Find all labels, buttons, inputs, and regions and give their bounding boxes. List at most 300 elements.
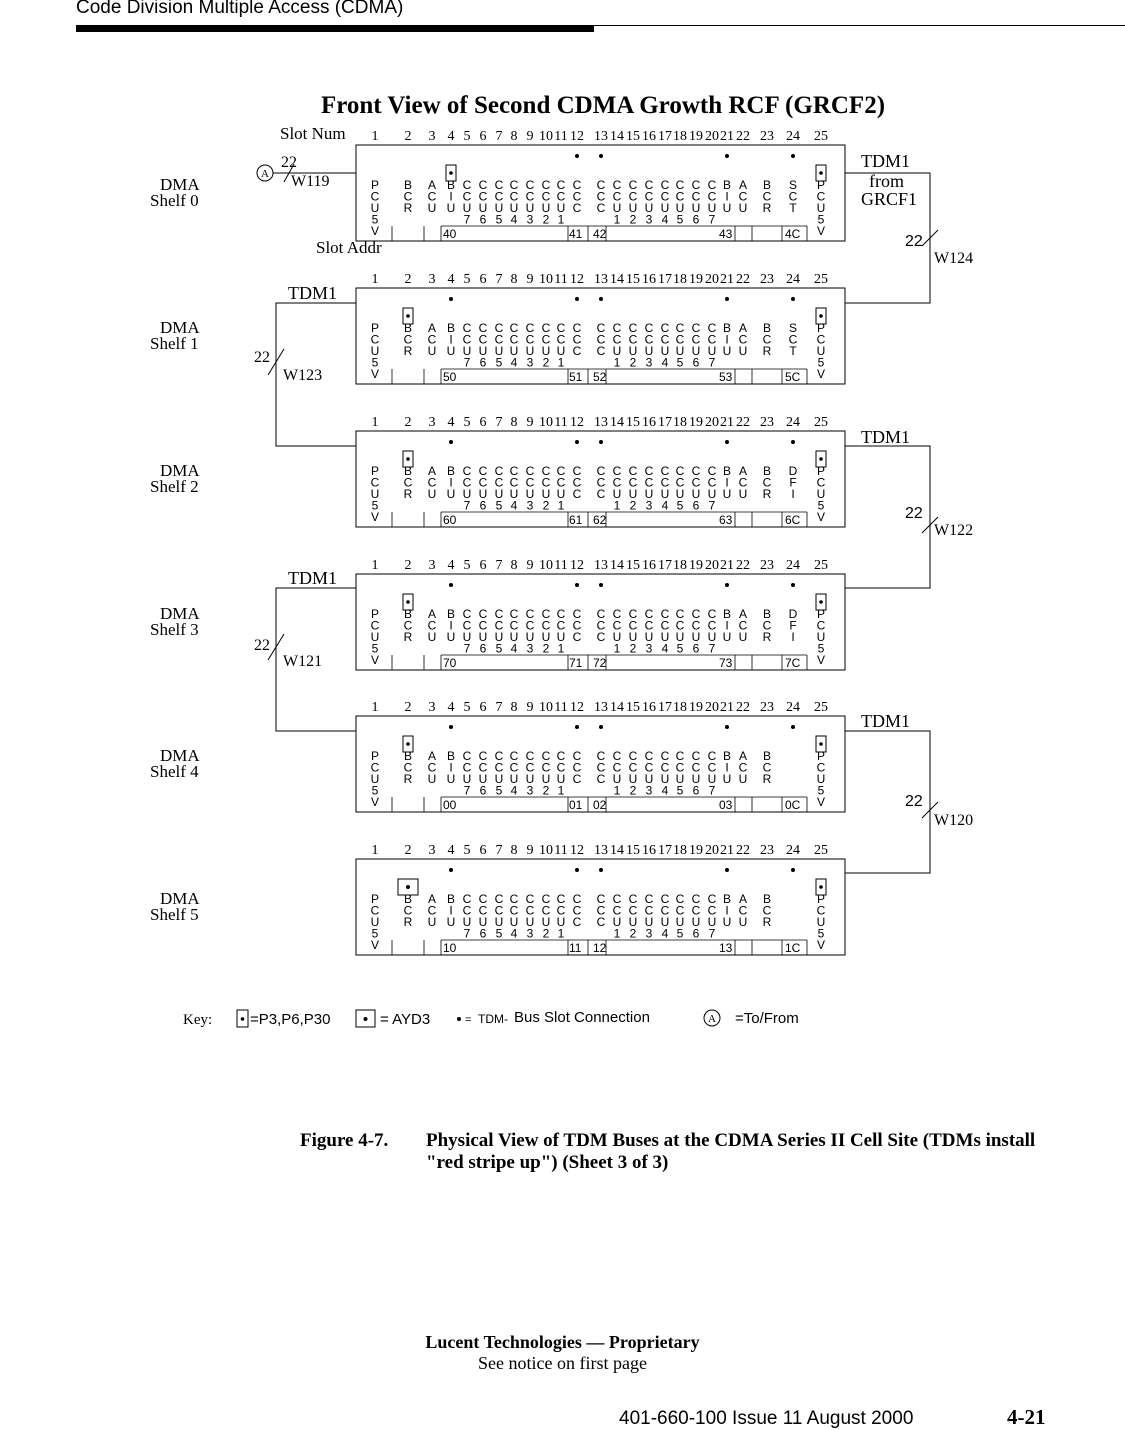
- slot-number: 20: [705, 272, 719, 287]
- slot-number: 4: [447, 415, 455, 430]
- tdm-bus-dot: [599, 583, 603, 587]
- slot-number: 21: [720, 272, 734, 287]
- tdm1-shelf3-label: TDM1: [288, 568, 337, 588]
- tdm-bus-dot: [449, 297, 453, 301]
- unit-label: C C C: [572, 607, 582, 644]
- slot-number: 9: [526, 415, 534, 430]
- slot-number: 9: [526, 129, 534, 144]
- slot-address: 1C: [785, 941, 801, 955]
- slot-number: 10: [539, 129, 553, 144]
- unit-label: C C U 7: [462, 607, 472, 656]
- unit-label: C C U 1: [612, 607, 622, 656]
- p3-connector-dot: [406, 457, 410, 461]
- slot-address: 03: [719, 798, 733, 812]
- key-title: Key:: [183, 1012, 213, 1028]
- unit-label: B I U: [446, 321, 456, 358]
- shelves-layer: [150, 129, 845, 955]
- diagram-title: Front View of Second CDMA Growth RCF (GRCF2): [320, 92, 886, 119]
- slot-number: 24: [786, 129, 800, 144]
- unit-label: C C U 7: [462, 749, 472, 798]
- slot-number: 18: [673, 415, 687, 430]
- footer-company: Lucent Technologies — Proprietary: [425, 1332, 700, 1352]
- tdm-bus-dot: [599, 154, 603, 158]
- tdm-bus-dot: [575, 868, 579, 872]
- slot-number: 10: [539, 415, 553, 430]
- shelf-label-line1: DMA: [160, 889, 200, 908]
- unit-label: C C U 5: [494, 607, 504, 656]
- tdm-bus-dot: [449, 868, 453, 872]
- slot-number: 3: [428, 700, 436, 715]
- dma-shelf-2: [150, 415, 845, 527]
- slot-number: 1: [371, 415, 379, 430]
- slot-number: 24: [786, 700, 800, 715]
- slot-number: 13: [594, 129, 608, 144]
- tdm1-from-grcf1-line2: from: [869, 171, 904, 191]
- w121-count: 22: [254, 637, 270, 654]
- tdm-bus-dot: [575, 583, 579, 587]
- slot-number: 6: [479, 129, 487, 144]
- dma-shelf-5: [150, 843, 845, 955]
- shelf-label-line1: DMA: [160, 175, 200, 194]
- unit-label: A C U: [738, 464, 748, 501]
- unit-label: C C U 1: [612, 178, 622, 227]
- slot-number: 9: [526, 843, 534, 858]
- slot-number: 23: [760, 272, 774, 287]
- slot-address: 6C: [785, 513, 801, 527]
- unit-label: B I U: [446, 892, 456, 929]
- unit-label: C C U 6: [691, 607, 701, 656]
- key-marker-text: =To/From: [735, 1010, 799, 1027]
- unit-label: C C U 6: [691, 464, 701, 513]
- tdm-bus-dot: [791, 583, 795, 587]
- slot-number: 3: [428, 415, 436, 430]
- tdm-bus-dot: [725, 440, 729, 444]
- slot-number: 12: [570, 272, 584, 287]
- slot-number: 7: [495, 843, 503, 858]
- unit-label: C C U 6: [478, 178, 488, 227]
- slot-address: 51: [569, 370, 583, 384]
- p3-connector-dot: [406, 314, 410, 318]
- slot-number: 9: [526, 700, 534, 715]
- slot-number: 10: [539, 843, 553, 858]
- key-p3-text: =P3,P6,P30: [250, 1011, 331, 1028]
- slot-number: 12: [570, 129, 584, 144]
- unit-label: C C U 3: [644, 178, 654, 227]
- p3-connector-dot: [819, 171, 823, 175]
- slot-address: 4C: [785, 227, 801, 241]
- w122-count: 22: [905, 505, 923, 522]
- to-from-marker-letter: A: [261, 168, 269, 180]
- unit-label: C C U 1: [612, 749, 622, 798]
- tdm-bus-dot: [599, 725, 603, 729]
- tdm-bus-dot: [449, 725, 453, 729]
- unit-label: C C U 1: [556, 464, 566, 513]
- unit-label: B C R: [762, 321, 772, 358]
- slot-number: 2: [404, 843, 412, 858]
- slot-number: 11: [554, 272, 568, 287]
- unit-label: C C U 3: [525, 321, 535, 370]
- slot-number: 23: [760, 700, 774, 715]
- slot-number: 1: [371, 129, 379, 144]
- slot-number: 11: [554, 700, 568, 715]
- w119-count: 22: [281, 154, 297, 171]
- unit-label: A C U: [738, 178, 748, 215]
- unit-label: C C U 6: [691, 749, 701, 798]
- figure-number: Figure 4-7.: [300, 1130, 389, 1151]
- unit-label: C C U 4: [509, 178, 519, 227]
- slot-number: 11: [554, 843, 568, 858]
- unit-label: B I U: [722, 464, 732, 501]
- unit-label: C C U 4: [660, 321, 670, 370]
- slot-number: 24: [786, 558, 800, 573]
- unit-label: A C U: [427, 749, 437, 786]
- unit-label: B C R: [762, 607, 772, 644]
- slot-number: 6: [479, 272, 487, 287]
- slot-number: 1: [371, 843, 379, 858]
- slot-number: 17: [658, 558, 672, 573]
- unit-label: B C R: [762, 749, 772, 786]
- unit-label: C C C: [572, 464, 582, 501]
- p3-connector-dot: [819, 885, 823, 889]
- unit-label: C C C: [572, 321, 582, 358]
- unit-label: C C U 4: [660, 464, 670, 513]
- unit-label: C C U 7: [462, 321, 472, 370]
- slot-address: 61: [569, 513, 583, 527]
- unit-label: C C C: [572, 892, 582, 929]
- shelf-label-line1: DMA: [160, 604, 200, 623]
- slot-number: 6: [479, 700, 487, 715]
- slot-number: 7: [495, 129, 503, 144]
- unit-label: B C R: [403, 464, 413, 501]
- tdm-bus-dot: [575, 725, 579, 729]
- key-tdm-prefix: =: [465, 1014, 472, 1026]
- slot-number: 18: [673, 129, 687, 144]
- slot-address: 02: [593, 798, 607, 812]
- slot-number: 15: [626, 415, 640, 430]
- unit-label: C C U 3: [644, 749, 654, 798]
- unit-label: C C U 1: [556, 749, 566, 798]
- slot-address: 01: [569, 798, 583, 812]
- unit-label: C C U 4: [660, 607, 670, 656]
- unit-label: P C U 5 V: [370, 178, 380, 238]
- slot-number: 20: [705, 700, 719, 715]
- slot-number: 5: [463, 843, 471, 858]
- slot-address: 11: [569, 941, 582, 955]
- unit-label: C C U 2: [628, 749, 638, 798]
- slot-number: 8: [510, 129, 518, 144]
- slot-number: 5: [463, 700, 471, 715]
- tdm-bus-dot: [449, 440, 453, 444]
- shelf-label-line2: Shelf 5: [150, 905, 199, 924]
- unit-label: A C U: [427, 321, 437, 358]
- ayd3-connector-dot: [406, 885, 410, 889]
- unit-label: C C U 6: [691, 321, 701, 370]
- unit-label: P C U 5 V: [816, 749, 826, 809]
- slot-number: 22: [736, 558, 750, 573]
- slot-number: 5: [463, 415, 471, 430]
- tdm-bus-dot: [791, 725, 795, 729]
- slot-number: 2: [404, 415, 412, 430]
- unit-label: A C U: [427, 607, 437, 644]
- figure-caption-text: Physical View of TDM Buses at the CDMA Series II Cell Site (TDMs install "red stripe up") (Sheet 3 of 3): [426, 1130, 1036, 1173]
- unit-label: C C U 7: [707, 321, 717, 370]
- unit-label: C C U 2: [541, 749, 551, 798]
- slot-number: 25: [814, 558, 828, 573]
- slot-number: 6: [479, 843, 487, 858]
- unit-label: C C U 5: [675, 464, 685, 513]
- shelf-label-line1: DMA: [160, 461, 200, 480]
- slot-number: 14: [610, 843, 624, 858]
- key-tdm-small: TDM-: [478, 1012, 508, 1026]
- unit-label: A C U: [427, 892, 437, 929]
- slot-number: 3: [428, 843, 436, 858]
- tdm-bus-dot: [725, 583, 729, 587]
- key-ayd3-dot: [364, 1017, 368, 1021]
- slot-number: 19: [689, 700, 703, 715]
- slot-number: 11: [554, 415, 568, 430]
- w123-label: W123: [283, 367, 323, 384]
- unit-label: B I U: [722, 607, 732, 644]
- unit-label: C C U 3: [525, 607, 535, 656]
- tdm-bus-dot: [791, 297, 795, 301]
- slot-number: 7: [495, 558, 503, 573]
- slot-number: 8: [510, 843, 518, 858]
- unit-label: D F I: [788, 464, 798, 501]
- unit-label: C C U 5: [675, 892, 685, 941]
- unit-label: C C U 5: [494, 178, 504, 227]
- footer-page-number: 4-21: [1007, 1405, 1046, 1429]
- slot-number: 19: [689, 558, 703, 573]
- p3-connector-dot: [449, 171, 453, 175]
- unit-label: B C R: [403, 892, 413, 929]
- unit-label: C C C: [596, 892, 606, 929]
- slot-number: 24: [786, 415, 800, 430]
- unit-label: P C U 5 V: [370, 892, 380, 952]
- unit-label: C C U 4: [660, 749, 670, 798]
- unit-label: A C U: [738, 321, 748, 358]
- shelf-label-line2: Shelf 2: [150, 477, 199, 496]
- slot-number: 13: [594, 272, 608, 287]
- slot-number: 17: [658, 272, 672, 287]
- slot-number: 1: [371, 558, 379, 573]
- slot-number: 23: [760, 129, 774, 144]
- key-tdm-dot: [457, 1017, 461, 1021]
- unit-label: B I U: [722, 178, 732, 215]
- unit-label: C C U 3: [525, 892, 535, 941]
- key-p3-dot: [241, 1017, 245, 1021]
- slot-number: 21: [720, 129, 734, 144]
- unit-label: C C U 5: [675, 321, 685, 370]
- w120-count: 22: [905, 793, 923, 810]
- tdm-bus-dot: [791, 154, 795, 158]
- slot-number: 4: [447, 558, 455, 573]
- slot-address: 53: [719, 370, 733, 384]
- slot-number: 16: [642, 129, 656, 144]
- unit-label: C C U 2: [541, 464, 551, 513]
- unit-label: C C C: [596, 607, 606, 644]
- dma-shelf-1: [150, 272, 845, 384]
- slot-address: 00: [443, 798, 457, 812]
- p3-connector-dot: [819, 457, 823, 461]
- unit-label: C C U 2: [628, 607, 638, 656]
- unit-label: C C U 4: [660, 178, 670, 227]
- unit-label: P C U 5 V: [816, 892, 826, 952]
- unit-label: C C U 6: [478, 892, 488, 941]
- w123-count: 22: [254, 349, 270, 366]
- unit-label: C C U 3: [644, 892, 654, 941]
- unit-label: A C U: [738, 892, 748, 929]
- unit-label: C C U 6: [691, 178, 701, 227]
- slot-number: 17: [658, 129, 672, 144]
- unit-label: C C U 4: [509, 321, 519, 370]
- w120-label: W120: [934, 812, 974, 829]
- unit-label: B C R: [762, 178, 772, 215]
- running-header: Code Division Multiple Access (CDMA): [76, 0, 404, 18]
- slot-number: 10: [539, 700, 553, 715]
- unit-label: C C U 5: [494, 892, 504, 941]
- tdm1-from-grcf1-line1: TDM1: [861, 151, 910, 171]
- footer-doc-id: 401-660-100 Issue 11 August 2000: [619, 1408, 914, 1429]
- slot-number: 3: [428, 558, 436, 573]
- unit-label: C C U 4: [509, 464, 519, 513]
- slot-number: 20: [705, 558, 719, 573]
- slot-number: 11: [554, 558, 568, 573]
- slot-number: 8: [510, 700, 518, 715]
- slot-address: 50: [443, 370, 457, 384]
- unit-label: A C U: [738, 607, 748, 644]
- tdm-bus-dot: [791, 868, 795, 872]
- slot-number: 12: [570, 700, 584, 715]
- slot-addr-label: Slot Addr: [316, 238, 382, 257]
- unit-label: C C U 3: [525, 464, 535, 513]
- shelf-label-line2: Shelf 4: [150, 762, 199, 781]
- tdm-bus-dot: [599, 297, 603, 301]
- unit-label: C C U 4: [509, 607, 519, 656]
- unit-label: B C R: [403, 321, 413, 358]
- key-tdm-text: Bus Slot Connection: [514, 1009, 650, 1026]
- p3-connector-dot: [819, 314, 823, 318]
- slot-number: 1: [371, 272, 379, 287]
- unit-label: P C U 5 V: [816, 321, 826, 381]
- unit-label: C C U 2: [541, 607, 551, 656]
- unit-label: C C U 3: [644, 464, 654, 513]
- slot-number: 25: [814, 415, 828, 430]
- slot-number: 13: [594, 700, 608, 715]
- unit-label: S C T: [788, 321, 798, 358]
- slot-number: 22: [736, 272, 750, 287]
- slot-address: 43: [719, 227, 733, 241]
- slot-number: 17: [658, 843, 672, 858]
- unit-label: C C U 3: [525, 178, 535, 227]
- dma-shelf-4: [150, 700, 845, 812]
- slot-number: 5: [463, 129, 471, 144]
- slot-number: 4: [447, 272, 455, 287]
- slot-number: 16: [642, 415, 656, 430]
- unit-label: C C C: [572, 749, 582, 786]
- slot-number: 18: [673, 558, 687, 573]
- unit-label: C C C: [596, 464, 606, 501]
- unit-label: C C U 7: [707, 892, 717, 941]
- w124-label: W124: [934, 250, 974, 267]
- unit-label: C C U 1: [612, 892, 622, 941]
- unit-label: P C U 5 V: [816, 607, 826, 667]
- unit-label: B C R: [403, 749, 413, 786]
- key-ayd3-text: = AYD3: [380, 1011, 431, 1028]
- slot-number: 20: [705, 129, 719, 144]
- slot-number: 14: [610, 415, 624, 430]
- w124-count: 22: [905, 233, 923, 250]
- slot-number: 16: [642, 700, 656, 715]
- slot-address: 73: [719, 656, 733, 670]
- unit-label: C C U 1: [556, 321, 566, 370]
- tdm-bus-dot: [575, 154, 579, 158]
- unit-label: C C C: [572, 178, 582, 215]
- slot-number: 25: [814, 700, 828, 715]
- slot-number: 25: [814, 843, 828, 858]
- slot-number: 19: [689, 415, 703, 430]
- shelf-label-line1: DMA: [160, 318, 200, 337]
- slot-number: 19: [689, 129, 703, 144]
- unit-label: P C U 5 V: [370, 749, 380, 809]
- unit-label: C C U 4: [509, 892, 519, 941]
- slot-number: 18: [673, 700, 687, 715]
- tdm-bus-dot: [599, 440, 603, 444]
- slot-number: 20: [705, 415, 719, 430]
- slot-number: 6: [479, 558, 487, 573]
- slot-address: 70: [443, 656, 457, 670]
- slot-number: 13: [594, 558, 608, 573]
- key-legend: [183, 1009, 799, 1028]
- unit-label: B C R: [403, 178, 413, 215]
- unit-label: C C U 7: [462, 892, 472, 941]
- unit-label: C C U 2: [628, 464, 638, 513]
- slot-address: 7C: [785, 656, 801, 670]
- slot-number: 5: [463, 558, 471, 573]
- tdm1-shelf1-label: TDM1: [288, 283, 337, 303]
- slot-number: 23: [760, 558, 774, 573]
- unit-label: P C U 5 V: [370, 464, 380, 524]
- shelf-label-line2: Shelf 0: [150, 191, 199, 210]
- unit-label: A C U: [738, 749, 748, 786]
- slot-number: 16: [642, 843, 656, 858]
- tdm1-shelf2-label: TDM1: [861, 427, 910, 447]
- slot-number: 4: [447, 843, 455, 858]
- slot-number: 7: [495, 415, 503, 430]
- slot-number: 9: [526, 272, 534, 287]
- unit-label: C C U 5: [675, 607, 685, 656]
- unit-label: C C U 6: [478, 607, 488, 656]
- slot-address: 10: [443, 941, 457, 955]
- slot-number: 12: [570, 843, 584, 858]
- slot-number: 24: [786, 843, 800, 858]
- slot-number: 16: [642, 558, 656, 573]
- slot-num-label: Slot Num: [280, 124, 346, 143]
- slot-number: 22: [736, 129, 750, 144]
- tdm-bus-dot: [575, 440, 579, 444]
- slot-number: 22: [736, 700, 750, 715]
- slot-address: 13: [719, 941, 733, 955]
- slot-number: 10: [539, 272, 553, 287]
- tdm-bus-dot: [791, 440, 795, 444]
- unit-label: P C U 5 V: [370, 321, 380, 381]
- slot-number: 1: [371, 700, 379, 715]
- unit-label: B I U: [446, 464, 456, 501]
- slot-address: 63: [719, 513, 733, 527]
- w121-label: W121: [283, 653, 323, 670]
- unit-label: C C U 4: [509, 749, 519, 798]
- slot-number: 9: [526, 558, 534, 573]
- unit-label: C C C: [596, 321, 606, 358]
